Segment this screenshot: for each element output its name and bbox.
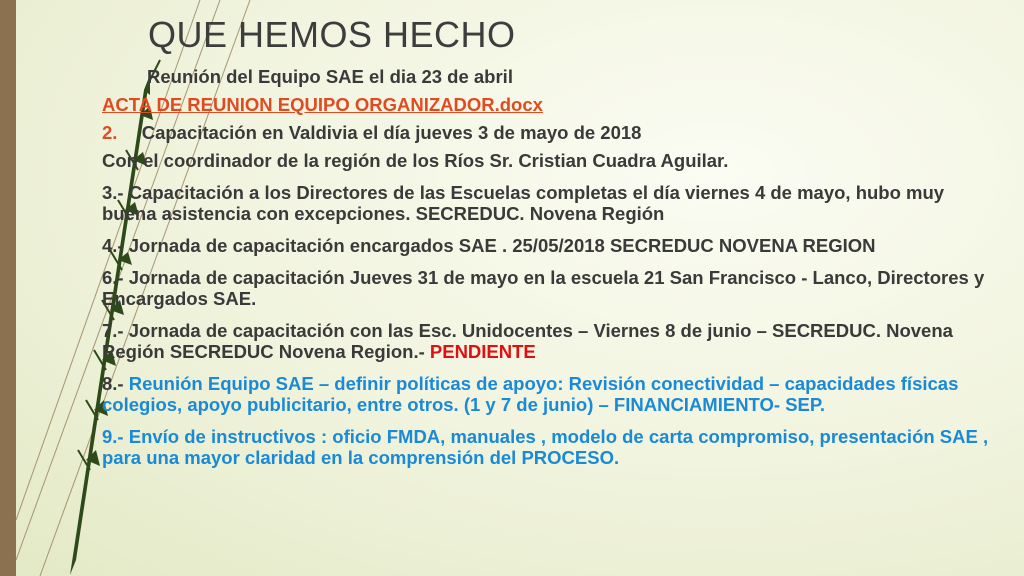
item-1: Reunión del Equipo SAE el dia 23 de abril: [147, 66, 513, 87]
item-2: [102, 122, 1002, 143]
item-7-status: PENDIENTE: [429, 341, 536, 362]
slide-title: QUE HEMOS HECHO: [148, 14, 516, 55]
item-7-text: 7.- Jornada de capacitación con las Esc. Unidocentes – Viernes 8 de junio – SECREDUC. Novena Región SECREDUC Novena Region.-: [102, 320, 953, 362]
item-8-number: 8.-: [102, 373, 129, 394]
item-8-text: Reunión Equipo SAE – definir políticas de apoyo: Revisión conectividad – capacidades físicas colegios, apoyo publicitario, entre otros. (1 y 7 de junio) – FINANCIAMIENTO- SEP.: [102, 373, 959, 415]
item-2-number: 2.: [102, 122, 118, 143]
item-4: 4.- Jornada de capacitación encargados SAE . 25/05/2018 SECREDUC NOVENA REGION: [102, 235, 876, 256]
slide-content: [102, 66, 1002, 479]
item-9: 9.- Envío de instructivos : oficio FMDA, manuales , modelo de carta compromiso, presentación SAE , para una mayor claridad en la comprensión del PROCESO.: [102, 426, 989, 468]
item-8: [102, 373, 1002, 415]
acta-document-link[interactable]: ACTA DE REUNION EQUIPO ORGANIZADOR.docx: [102, 94, 543, 115]
item-3: 3.- Capacitación a los Directores de las Escuelas completas el día viernes 4 de mayo, hubo muy buena asistencia con excepciones. SECREDUC. Novena Región: [102, 182, 945, 224]
item-2b: Con el coordinador de la región de los Ríos Sr. Cristian Cuadra Aguilar.: [102, 150, 729, 171]
acta-link[interactable]: [102, 94, 1002, 115]
item-7: [102, 320, 1002, 362]
item-6: 6.- Jornada de capacitación Jueves 31 de mayo en la escuela 21 San Francisco - Lanco, Directores y Encargados SAE.: [102, 267, 985, 309]
item-2-text: Capacitación en Valdivia el día jueves 3 de mayo de 2018: [141, 122, 642, 143]
